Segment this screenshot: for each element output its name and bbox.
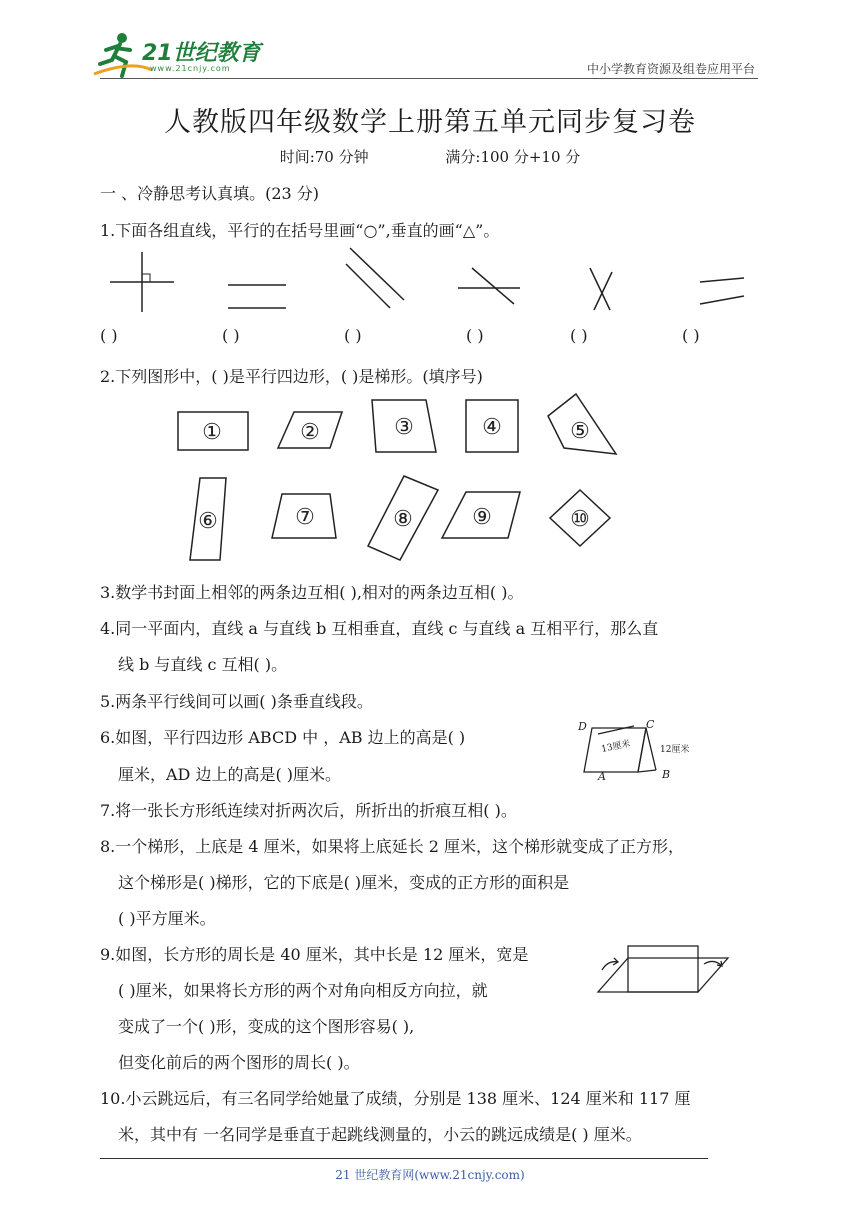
answer-blank[interactable]: ( ) [222, 326, 240, 345]
question-8-line-1: 8.一个梯形，上底是 4 厘米，如果将上底延长 2 厘米，这个梯形就变成了正方形， [100, 837, 684, 856]
answer-blank[interactable]: ( ) [344, 326, 362, 345]
question-4-line-2: 线 b 与直线 c 互相( )。 [118, 655, 288, 674]
shape-label-10: ⑩ [570, 507, 590, 532]
shape-label-7: ⑦ [295, 505, 315, 530]
header-divider [100, 78, 758, 79]
height-13-label: 13厘米 [600, 739, 632, 755]
question-7: 7.将一张长方形纸连续对折两次后，所折出的折痕互相( )。 [100, 801, 517, 820]
question-1: 1.下面各组直线，平行的在括号里画“○”,垂直的画“△”。 [100, 221, 500, 240]
question-4-line-1: 4.同一平面内，直线 a 与直线 b 互相垂直，直线 c 与直线 a 互相平行，那么直 [100, 619, 659, 638]
section-1-heading: 一 、冷静思考认真填。(23 分) [100, 184, 320, 203]
q9-rectangle-to-parallelogram-figure [594, 940, 738, 998]
page-title: 人教版四年级数学上册第五单元同步复习卷 [164, 107, 696, 138]
question-8-line-2: 这个梯形是( )梯形，它的下底是( )厘米，变成的正方形的面积是 [118, 873, 570, 892]
vertex-c-label: C [646, 718, 655, 731]
exam-info [0, 146, 860, 167]
vertex-a-label: A [598, 770, 606, 783]
question-6-line-2: 厘米，AD 边上的高是( )厘米。 [118, 765, 342, 784]
shape-label-1: ① [202, 420, 222, 445]
question-9-line-1: 9.如图，长方形的周长是 40 厘米，其中长是 12 厘米，宽是 [100, 945, 529, 964]
question-3: 3.数学书封面上相邻的两条边互相( ),相对的两条边互相( )。 [100, 583, 524, 602]
footer-text: 21 世纪教育网(www.21cnjy.com) [335, 1168, 525, 1182]
q6-parallelogram-figure [572, 716, 722, 786]
question-8-line-3: ( )平方厘米。 [118, 909, 216, 928]
shape-label-5: ⑤ [570, 419, 590, 444]
shape-label-6: ⑥ [198, 509, 218, 534]
answer-blank[interactable]: ( ) [570, 326, 588, 345]
footer-divider [100, 1158, 708, 1159]
question-5: 5.两条平行线间可以画( )条垂直线段。 [100, 692, 373, 711]
question-9-line-4: 但变化前后的两个图形的周长( )。 [118, 1053, 360, 1072]
shape-label-2: ② [300, 420, 320, 445]
answer-blank[interactable]: ( ) [682, 326, 700, 345]
shape-label-3: ③ [394, 415, 414, 440]
q1-line-figures [100, 242, 760, 318]
height-12-label: 12厘米 [660, 745, 690, 755]
shape-label-4: ④ [482, 415, 502, 440]
question-10-line-2: 米，其中有 一名同学是垂直于起跳线测量的，小云的跳远成绩是( ) 厘米。 [118, 1125, 642, 1144]
vertex-d-label: D [578, 720, 587, 733]
q2-shape-figures [170, 392, 630, 562]
logo-url: www.21cnjy.com [150, 64, 231, 73]
platform-name: 中小学教育资源及组卷应用平台 [586, 62, 755, 76]
logo-text: 21世纪教育 [142, 41, 261, 66]
question-10-line-1: 10.小云跳远后，有三名同学给她量了成绩，分别是 138 厘米、124 厘米和 117 厘 [100, 1089, 691, 1108]
answer-blank[interactable]: ( ) [466, 326, 484, 345]
question-2: 2.下列图形中，( )是平行四边形，( )是梯形。(填序号) [100, 367, 483, 386]
shape-label-9: ⑨ [472, 505, 492, 530]
exam-time: 时间:70 分钟 [279, 148, 369, 166]
vertex-b-label: B [662, 768, 671, 781]
shape-label-8: ⑧ [393, 507, 413, 532]
question-9-line-2: ( )厘米，如果将长方形的两个对角向相反方向拉，就 [118, 981, 488, 1000]
exam-score: 满分:100 分+10 分 [445, 148, 581, 166]
question-9-line-3: 变成了一个( )形，变成的这个图形容易( ), [118, 1017, 415, 1036]
page-header [0, 0, 860, 84]
answer-blank[interactable]: ( ) [100, 326, 118, 345]
question-6-line-1: 6.如图，平行四边形 ABCD 中 ，AB 边上的高是( ) [100, 728, 466, 747]
